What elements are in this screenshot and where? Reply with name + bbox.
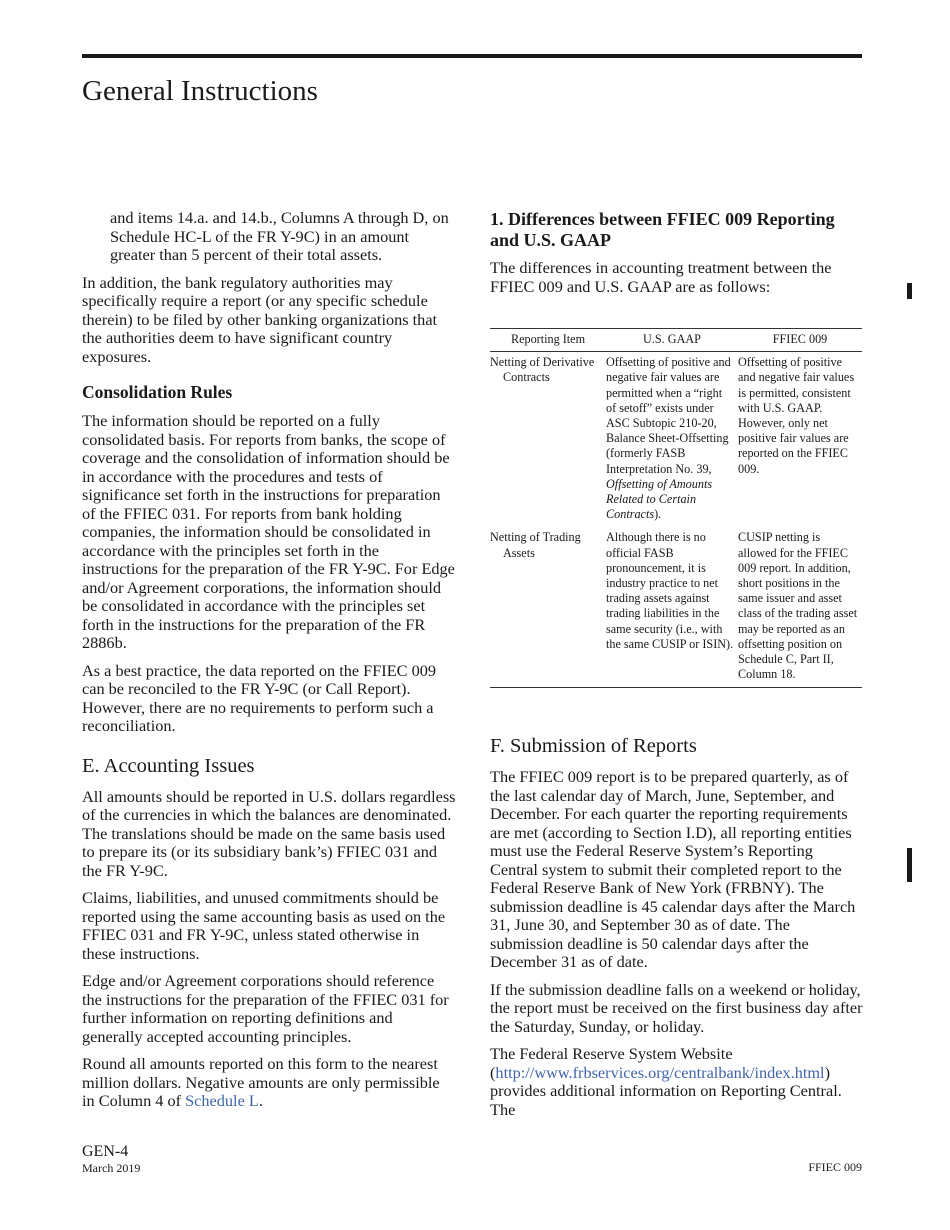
best-practice-paragraph: As a best practice, the data reported on the FFIEC 009 can be reconciled to the FR Y-9C (or Call Report). However, there are no requirements to perform such a reconciliation. [82,660,437,735]
differences-heading: 1. Differences between FFIEC 009 Reporting and U.S. GAAP [490,209,835,250]
change-bar [907,848,912,882]
ffiec-009-cell: Offsetting of positive and negative fair values is permitted, consistent with U.S. GAAP. However, only net positive fair values are reported on the FFIEC 009. [738,355,855,476]
form-name: FFIEC 009 [808,1160,862,1174]
change-bar [907,283,912,299]
footer-left [82,1143,140,1175]
accounting-paragraph-1: All amounts should be reported in U.S. dollars regardless of the currencies in which the balances are denominated. The translations should be made on the same basis used to prepare its (or its subsidiary bank’s) FFIEC 031 and the FR Y-9C. [82,786,456,880]
paragraph-addition: In addition, the bank regulatory authorities may specifically require a report (or any specific schedule therein) to be filed by other banking organizations that the authorities deem to have significant country exposures. [82,272,438,366]
submission-paragraph-1: The FFIEC 009 report is to be prepared quarterly, as of the last calendar day of March, June, September, and December. For each quarter the reporting requirements are met (according to Section I.D), all reporting entities must use the Federal Reserve System’s Reporting Central system to submit their completed report to the Federal Reserve Bank of New York (FRBNY). The submission deadline is 45 calendar days after the March 31, June 30, and September 30 as of date. The submission deadline is 50 calendar days after the December 31 as of date. [490,767,856,972]
us-gaap-cell: Although there is no official FASB pronouncement, it is industry practice to net trading assets against trading liabilities in the same security (i.e., with the same CUSIP or ISIN). [606,527,738,688]
ffiec-009-cell: CUSIP netting is allowed for the FFIEC 009 report. In addition, short positions in the same issuer and asset class of the trading asset may be reported as an offsetting position on Schedule C, Part II, Column 18. [738,527,862,688]
accounting-paragraph-2: Claims, liabilities, and unused commitments should be reported using the same accounting basis as used on the FFIEC 031 and FR Y-9C, unless stated otherwise in these instructions. [82,888,446,963]
submission-paragraph-2: If the submission deadline falls on a weekend or holiday, the report must be received on the first business day after the Saturday, Sunday, or holiday. [490,979,863,1036]
accounting-paragraph-3: Edge and/or Agreement corporations should reference the instructions for the preparation of the FFIEC 031 for further information on reporting definitions and generally accepted accounting principles. [82,971,449,1046]
table-row [490,527,862,688]
submission-paragraph-3 [490,1045,864,1119]
differences-intro: The differences in accounting treatment between the FFIEC 009 and U.S. GAAP are as follows: [490,258,832,296]
revision-date: March 2019 [82,1161,141,1175]
frbservices-link[interactable]: http://www.frbservices.org/centralbank/index.html [495,1062,825,1082]
consolidation-heading: Consolidation Rules [82,382,233,402]
rounding-text: Round all amounts reported on this form to the nearest million dollars. Negative amounts are only permissible in Column 4 of [82,1054,440,1110]
left-column [82,209,456,1120]
rounding-paragraph [82,1055,456,1111]
table-row [490,352,862,528]
page-number: GEN-4 [82,1143,129,1160]
us-gaap-italic-text: Offsetting of Amounts Related to Certain Contracts [606,476,713,522]
submission-text-end: ) provides additional information on Reporting Central. The [490,1062,842,1119]
schedule-l-link[interactable]: Schedule L [185,1091,259,1110]
column-header-us-gaap: U.S. GAAP [606,329,738,352]
table-header-row [490,329,862,352]
rounding-text-end: . [258,1091,263,1110]
list-continuation: and items 14.a. and 14.b., Columns A through D, on Schedule HC-L of the FR Y-9C) in an amount greater than 5 percent of their total assets. [110,208,449,264]
column-header-ffiec-009: FFIEC 009 [738,329,862,352]
header-rule [82,54,862,58]
us-gaap-text: Offsetting of positive and negative fair values are permitted when a “right of setoff” exists under ASC Subtopic 210-20, Balance Sheet-Offsetting (formerly FASB Interpretation No. 39, [606,355,731,476]
page-title: General Instructions [82,75,318,107]
accounting-issues-heading: E. Accounting Issues [82,754,255,777]
column-header-reporting-item: Reporting Item [490,329,606,352]
reporting-item-text: Netting of Trading Assets [490,530,581,560]
us-gaap-cell [606,352,738,528]
differences-table [490,328,862,688]
consolidation-paragraph: The information should be reported on a fully consolidated basis. For reports from banks, the scope of coverage and the consolidation of information should be in accordance with the procedures and tests of significance set forth in the instructions for preparation of the FFIEC 031. For reports from bank holding companies, the information should be consolidated in accordance with the principles set forth in the instructions for the preparation of the FR Y-9C. For Edge and/or Agreement corporations, the information should be consolidated in accordance with the principles set forth in the instructions for the preparation of the FR 2886b. [82,411,455,652]
reporting-item-text: Netting of Derivative Contracts [490,355,595,385]
submission-heading: F. Submission of Reports [490,735,697,758]
reporting-item-cell [490,352,606,528]
right-column [490,209,864,1128]
us-gaap-text-end: ). [654,507,662,522]
reporting-item-cell [490,527,606,688]
submission-text: The Federal Reserve System Website ( [490,1044,733,1082]
